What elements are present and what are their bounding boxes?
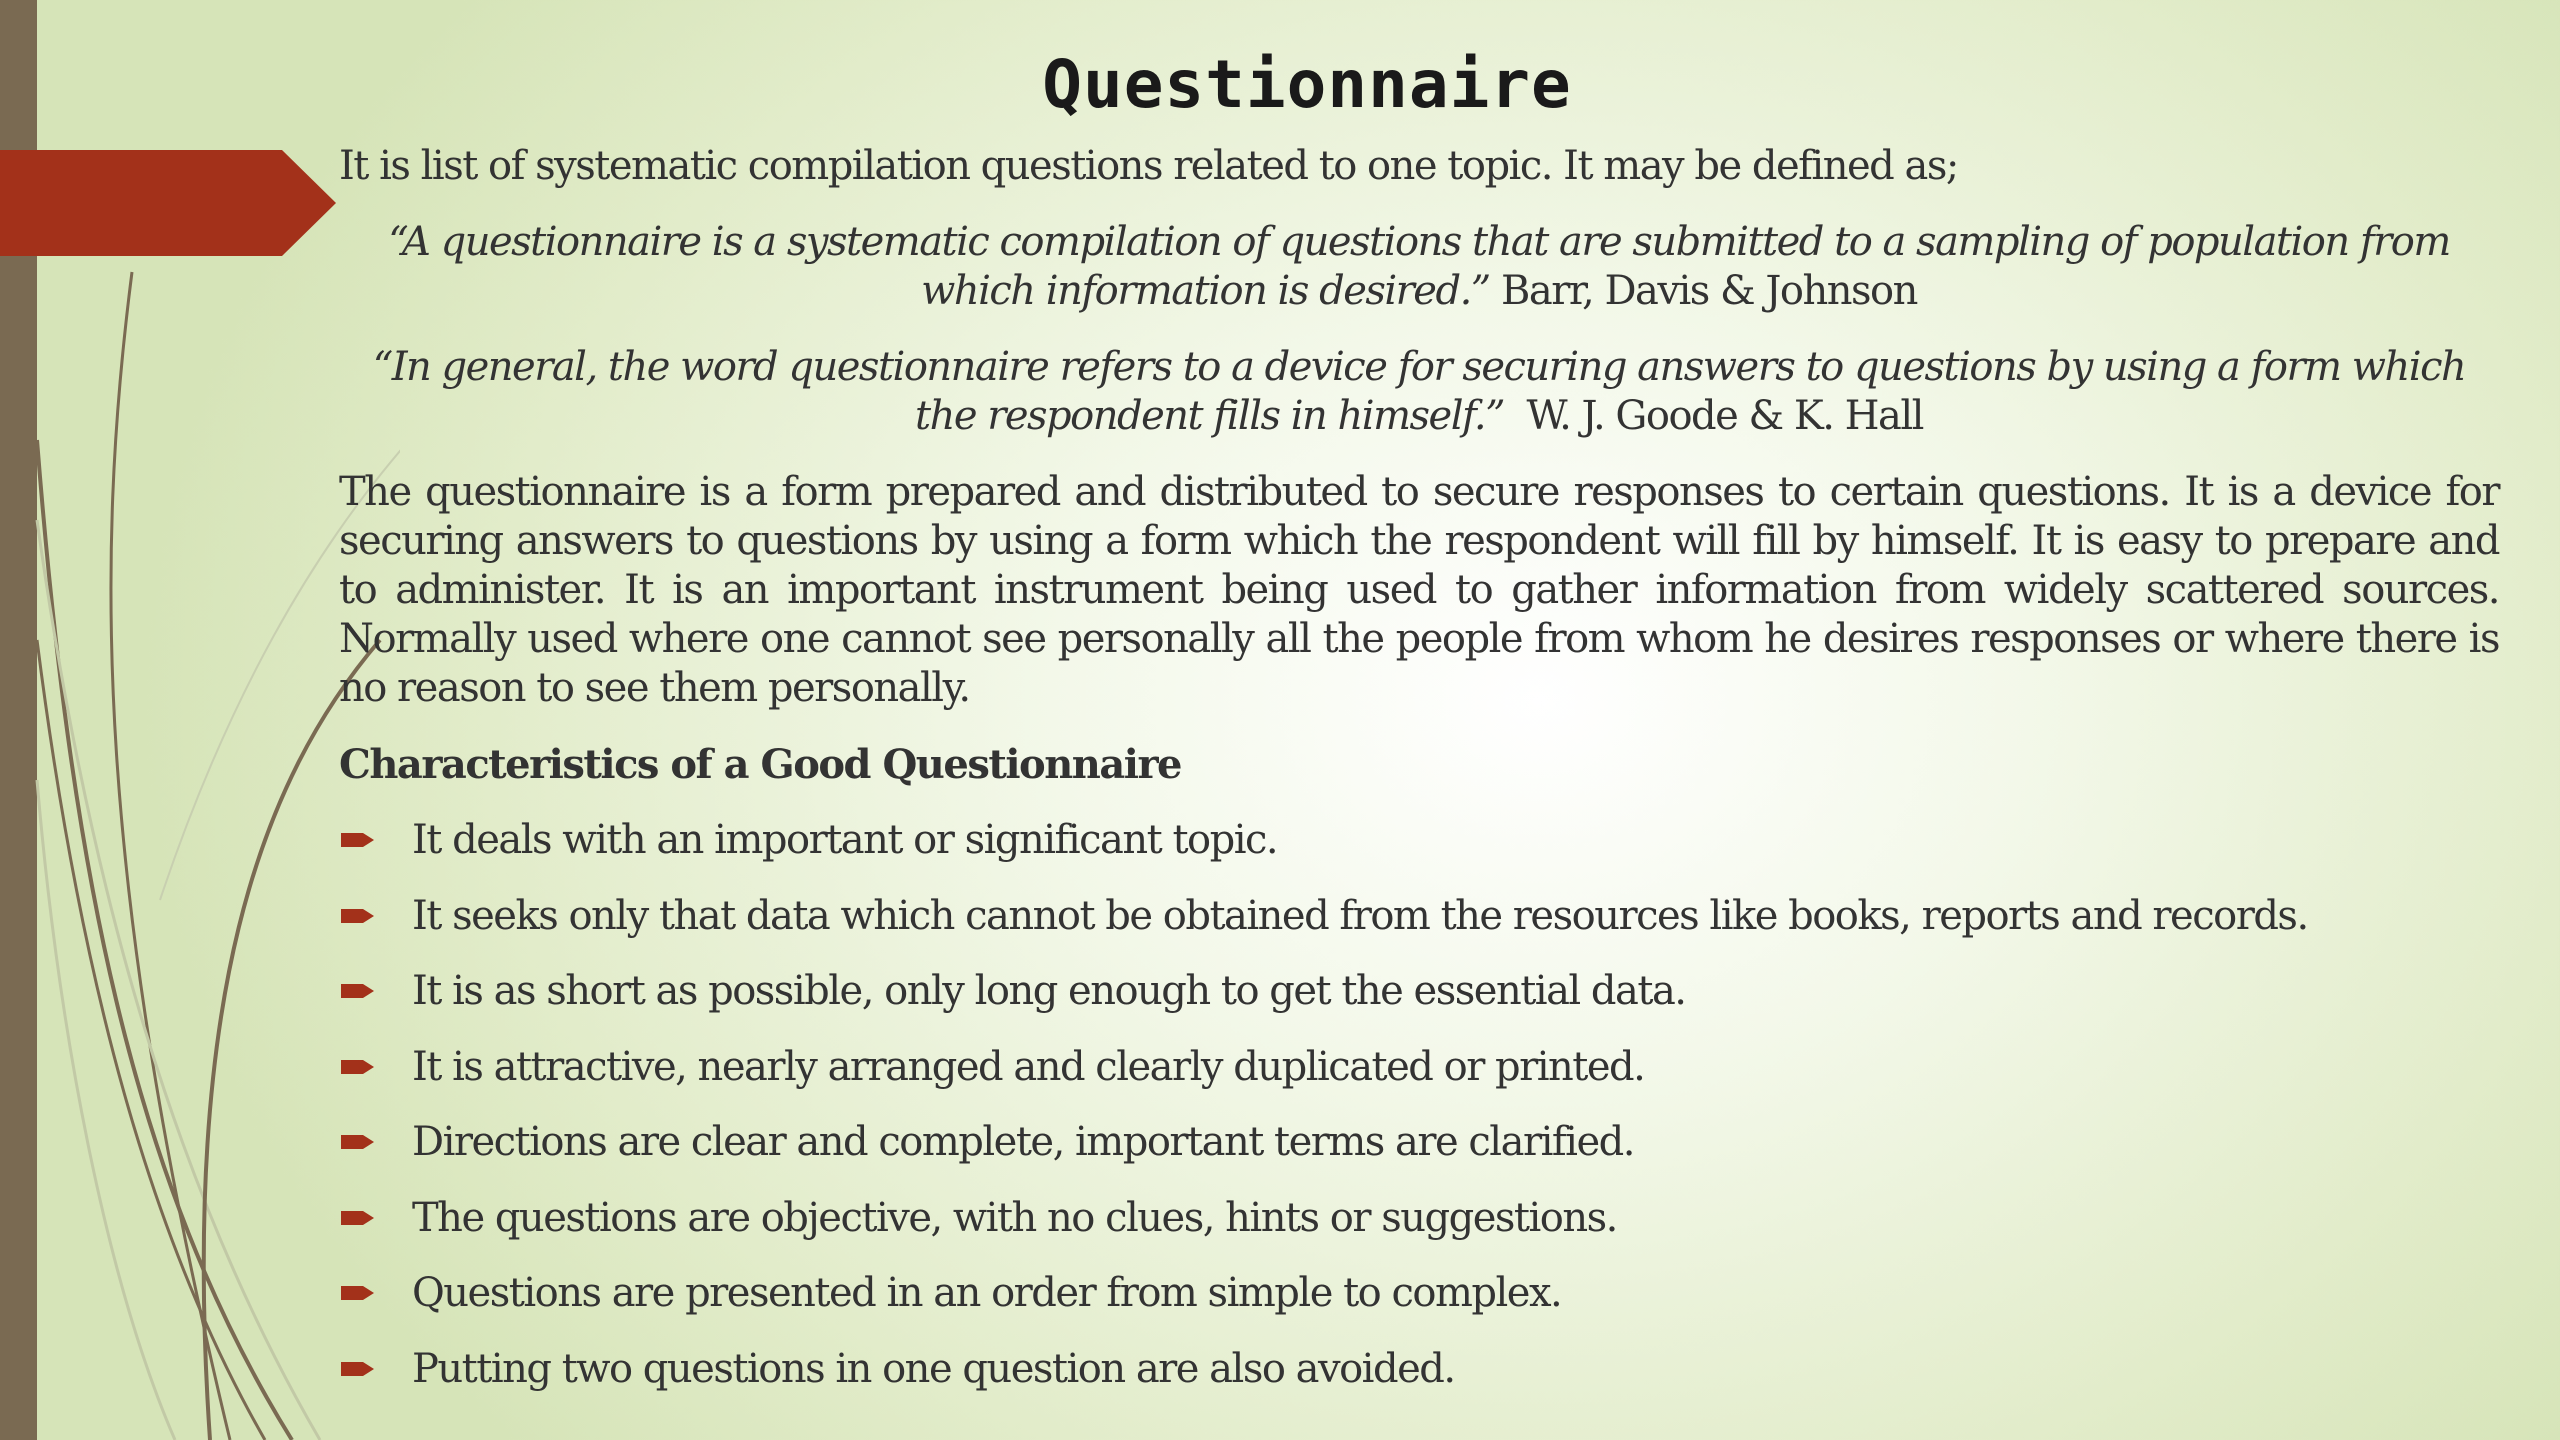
- arrow-bullet-icon: [341, 1282, 375, 1304]
- quote-text: “A questionnaire is a systematic compilation of questions that are submitted to a sampling of population from which information is desired.”: [388, 219, 2450, 314]
- quote-author: Barr, Davis & Johnson: [1500, 268, 1917, 314]
- list-item: [339, 967, 2499, 1016]
- list-item-text: It seeks only that data which cannot be obtained from the resources like books, reports and records.: [412, 892, 2308, 939]
- arrow-bullet-icon: [341, 829, 375, 851]
- list-item-text: Directions are clear and complete, important terms are clarified.: [412, 1119, 1634, 1165]
- list-item: [339, 1043, 2499, 1092]
- arrow-bullet-icon: [341, 1056, 375, 1078]
- list-item-text: It deals with an important or significant topic.: [412, 817, 1278, 863]
- description-paragraph: The questionnaire is a form prepared and distributed to secure responses to certain questions. It is a device for securing answers to questions by using a form which the respondent will fill by himself. It is easy to prepare and to administer. It is an important instrument being used to gather information from widely scattered sources. Normally used where one cannot see personally all the people from whom he desires responses or where there is no reason to see them personally.: [339, 469, 2499, 711]
- list-item: [339, 816, 2499, 865]
- characteristics-list: [339, 816, 2499, 1394]
- list-item: [339, 1194, 2499, 1243]
- title-arrow-tab: [0, 150, 336, 256]
- slide-title: Questionnaire: [1042, 46, 1572, 123]
- list-item-text: It is as short as possible, only long enough to get the essential data.: [412, 968, 1686, 1014]
- characteristics-heading: Characteristics of a Good Questionnaire: [339, 741, 1181, 788]
- list-item: [339, 892, 2499, 941]
- quote-text: “In general, the word questionnaire refers to a device for securing answers to questions by using a form which the respondent fills in himself.”: [372, 344, 2466, 439]
- list-item-text: It is attractive, nearly arranged and clearly duplicated or printed.: [412, 1043, 1645, 1090]
- arrow-bullet-icon: [341, 905, 375, 927]
- definition-quote-2: [339, 343, 2499, 441]
- list-item: [339, 1118, 2499, 1167]
- arrow-bullet-icon: [341, 1358, 375, 1380]
- list-item: [339, 1345, 2499, 1394]
- list-item-text: Putting two questions in one question are also avoided.: [412, 1345, 1455, 1392]
- definition-quote-1: [339, 218, 2499, 316]
- list-item-text: The questions are objective, with no clues, hints or suggestions.: [412, 1194, 1617, 1241]
- quote-author: W. J. Goode & K. Hall: [1526, 393, 1923, 439]
- arrow-bullet-icon: [341, 1207, 375, 1229]
- arrow-bullet-icon: [341, 1131, 375, 1153]
- intro-text: It is list of systematic compilation questions related to one topic. It may be defined as;: [339, 143, 1958, 189]
- list-item-text: Questions are presented in an order from simple to complex.: [412, 1270, 1562, 1316]
- list-item: [339, 1269, 2499, 1318]
- slide-body: [339, 142, 2499, 1420]
- arrow-bullet-icon: [341, 980, 375, 1002]
